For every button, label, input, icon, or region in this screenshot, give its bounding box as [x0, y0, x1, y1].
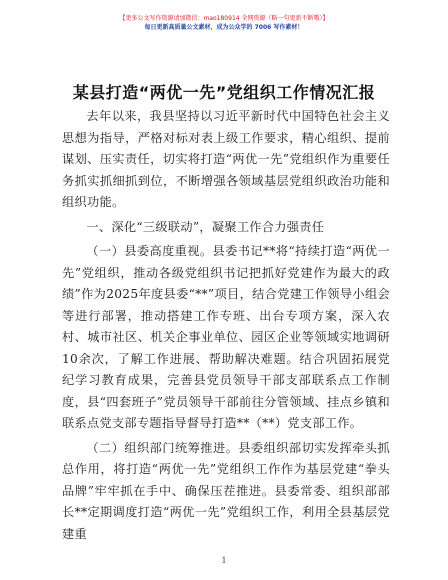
- section-heading-1: 一、深化“三级联动”，凝聚工作合力强责任: [86, 219, 325, 234]
- banner-line-1: 【更多公文写作资源请加微信：mao180914 全网资源（略一句更新不断哦）】: [119, 15, 329, 22]
- page-number: 1: [221, 556, 227, 565]
- subsection-paragraph-2: （二）组织部门统筹推进。县委组织部切实发挥牵头抓总作用，将打造“两优一先”党组织工作作为基层党建“拳头品牌”牢牢抓在手中、确保压茬推进。县委常委、组织部部长**定期调度打造“两优一先”党组织工作，利用全县基层党建重: [62, 440, 390, 541]
- subsection-paragraph-1: （一）县委高度重视。县委书记**将“持续打造“两优一先”党组织，推动各级党组织书记把抓好党建作为最大的政绩”作为2025年度县委“**”项目，结合党建工作领导小组会等进行部署，推动搭建工作专班、出台专项方案，深入农村、城市社区、机关企事业单位、园区企业等领域实地调研10余次，了解工作进展、帮助解决难题。结合巩固拓展党纪学习教育成果，完善县党员领导干部支部联系点工作制度，县“四套班子”党员领导干部前往分管领域、挂点乡镇和联系点党支部专题指导督导打造**（**）党支部工作。: [62, 244, 390, 430]
- promo-banner: [0, 14, 448, 32]
- intro-paragraph: 去年以来，我县坚持以习近平新时代中国特色社会主义思想为指导，严格对标对表上级工作要求，精心组织、提前谋划、压实责任，切实将打造“两优一先”党组织作为重要任务抓实抓细抓到位，不断增强各领域基层党组织政治功能和组织功能。: [62, 109, 390, 209]
- document-title: 某县打造“两优一先”党组织工作情况汇报: [72, 83, 376, 102]
- banner-line-2: 每日更新高质量公文素材，成为公众学的 7006 写作素材！: [144, 24, 304, 31]
- document-body: [62, 106, 390, 545]
